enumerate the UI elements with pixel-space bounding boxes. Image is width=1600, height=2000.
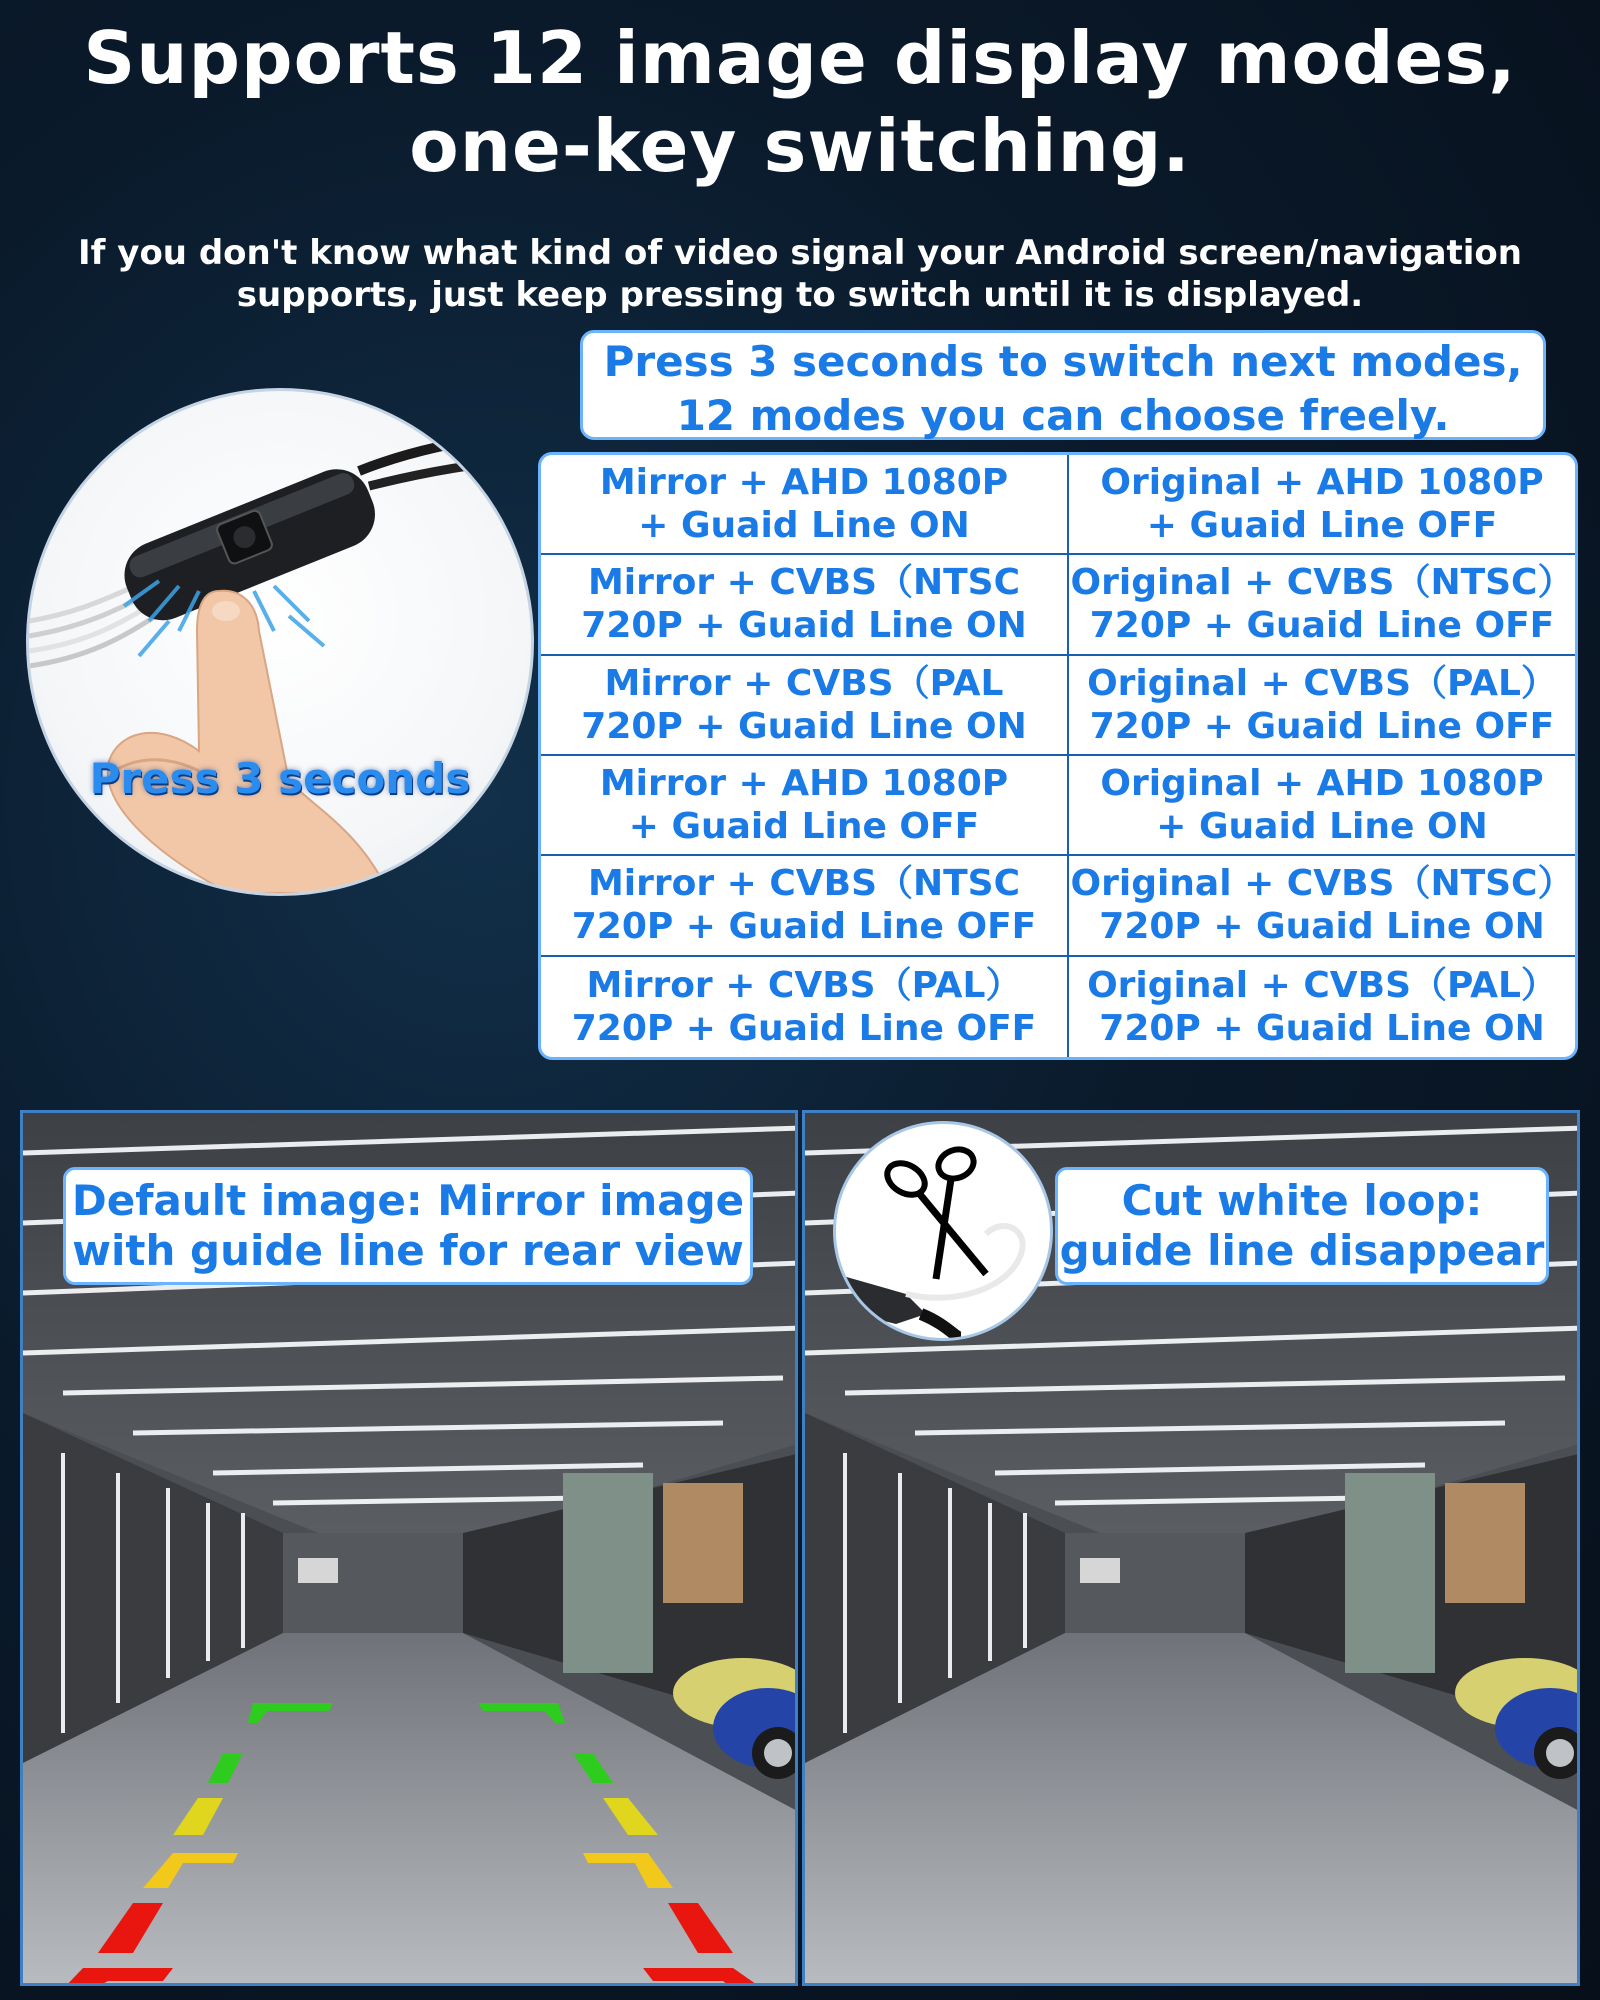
mode-cell: Mirror + AHD 1080P + Guaid Line ON — [541, 455, 1069, 555]
finger-press-icon — [29, 391, 531, 893]
mode-cell: Original + CVBS（PAL） 720P + Guaid Line ON — [1087, 964, 1557, 1049]
caption-line-2: guide line disappear — [1059, 1226, 1545, 1275]
press-instruction-box — [580, 330, 1546, 440]
mode-cell: Original + AHD 1080P + Guaid Line OFF — [1069, 455, 1575, 555]
scissors-illustration — [833, 1121, 1053, 1341]
photo-no-guide-line — [802, 1110, 1580, 1986]
mode-cell: Mirror + CVBS（NTSC 720P + Guaid Line ON — [541, 555, 1069, 655]
photo-default-image — [20, 1110, 798, 1986]
mode-cell: Mirror + AHD 1080P + Guaid Line OFF — [541, 756, 1069, 856]
mode-cell: Original + CVBS（PAL） 720P + Guaid Line OFF — [1069, 656, 1575, 756]
caption-line-2: with guide line for rear view — [72, 1226, 744, 1275]
subheadline-line-2: supports, just keep pressing to switch until it is displayed. — [236, 275, 1364, 315]
mode-cell: Mirror + CVBS（PAL 720P + Guaid Line ON — [541, 656, 1069, 756]
subheadline — [60, 232, 1540, 316]
default-image-caption — [63, 1167, 753, 1285]
mode-cell: Mirror + CVBS（PAL） 720P + Guaid Line OFF — [541, 957, 1069, 1057]
caption-line-1: Default image: Mirror image — [71, 1176, 745, 1225]
headline-line-2: one-key switching. — [409, 104, 1191, 188]
mode-cell: Original + CVBS（NTSC） 720P + Guaid Line OFF — [1069, 555, 1575, 655]
headline — [0, 14, 1600, 190]
caption-line-1: Cut white loop: — [1121, 1176, 1483, 1225]
press-instruction-line-2: 12 modes you can choose freely. — [676, 391, 1450, 440]
scissors-icon — [836, 1124, 1050, 1338]
subheadline-line-1: If you don't know what kind of video signal your Android screen/navigation — [78, 233, 1522, 273]
cut-loop-caption — [1055, 1167, 1549, 1285]
mode-cell: Original + CVBS（NTSC） 720P + Guaid Line ON — [1069, 856, 1575, 956]
modes-table — [538, 452, 1578, 1060]
button-illustration — [26, 388, 534, 896]
press-label: Press 3 seconds — [89, 754, 471, 803]
mode-cell: Mirror + CVBS（NTSC 720P + Guaid Line OFF — [541, 856, 1069, 956]
press-instruction-line-1: Press 3 seconds to switch next modes, — [603, 337, 1523, 386]
mode-cell: Original + AHD 1080P + Guaid Line ON — [1069, 756, 1575, 856]
headline-line-1: Supports 12 image display modes, — [83, 16, 1517, 100]
